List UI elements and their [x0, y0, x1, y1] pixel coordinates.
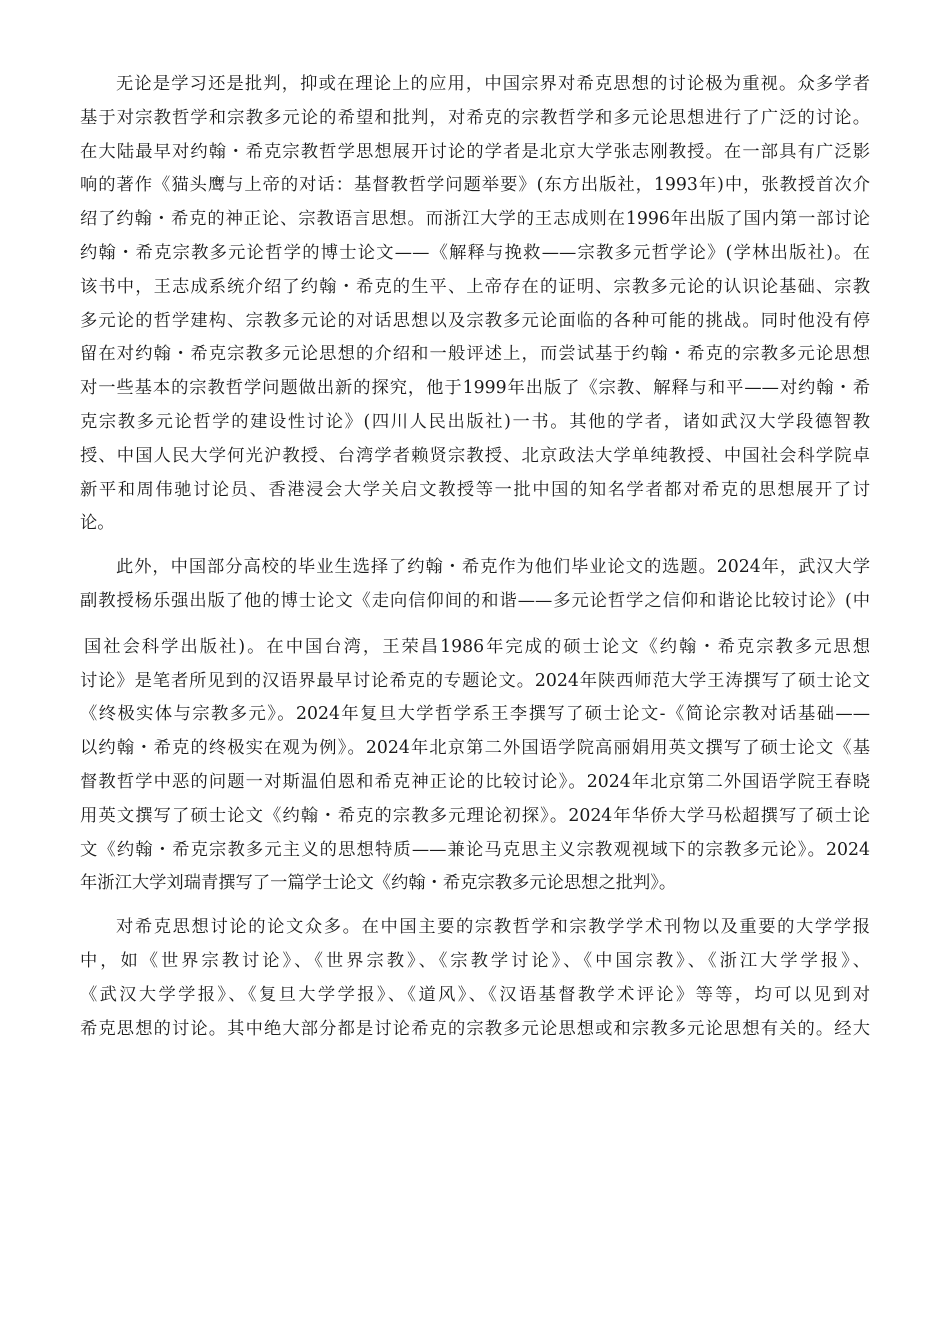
- text-line: 督教哲学中恶的问题一对斯温伯恩和希克神正论的比较讨论》。2024年北京第二外国语学院王春晓: [80, 771, 870, 792]
- text-line: 对一些基本的宗教哲学问题做出新的探究，他于1999年出版了《宗教、解释与和平——对约翰・希: [80, 378, 870, 399]
- paragraph-3: [80, 911, 870, 1046]
- paragraph-1: [80, 68, 870, 541]
- text-line: 无论是学习还是批判，抑或在理论上的应用，中国宗界对希克思想的讨论极为重视。众多学者: [116, 74, 870, 94]
- text-line: 绍了约翰・希克的神正论、宗教语言思想。而浙江大学的王志成则在1996年出版了国内第一部讨论: [80, 209, 870, 230]
- text-line: 年浙江大学刘瑞青撰写了一篇学士论文《约翰・希克宗教多元论思想之批判》。: [80, 873, 677, 894]
- text-line: 用英文撰写了硕士论文《约翰・希克的宗教多元理论初探》。2024年华侨大学马松超撰写了硕士论: [80, 805, 870, 826]
- text-line: 《武汉大学学报》、《复旦大学学报》、《道风》、《汉语基督教学术评论》等等，均可以见到对: [80, 984, 870, 1005]
- text-line: 希克思想的讨论。其中绝大部分都是讨论希克的宗教多元论思想或和宗教多元论思想有关的。经大: [80, 1018, 870, 1039]
- text-line: 新平和周伟驰讨论员、香港浸会大学关启文教授等一批中国的知名学者都对希克的思想展开了讨: [80, 479, 870, 500]
- text-line: 克宗教多元论哲学的建设性讨论》(四川人民出版社)一书。其他的学者，诸如武汉大学段德智教: [80, 411, 870, 432]
- text-line: 多元论的哲学建构、宗教多元论的对话思想以及宗教多元论面临的各种可能的挑战。同时他没有停: [80, 310, 870, 331]
- text-line: 约翰・希克宗教多元论哲学的博士论文——《解释与挽救——宗教多元哲学论》(学林出版社)。在: [80, 242, 870, 263]
- text-line: 副教授杨乐强出版了他的博士论文《走向信仰间的和谐——多元论哲学之信仰和谐论比较讨论》(中: [80, 590, 870, 611]
- text-line: 授、中国人民大学何光沪教授、台湾学者赖贤宗教授、北京政法大学单纯教授、中国社会科学院卓: [80, 445, 870, 466]
- text-line: 国社会科学出版社)。在中国台湾，王荣昌1986年完成的硕士论文《约翰・希克宗教多元思想: [84, 636, 870, 657]
- paragraph-2: [80, 551, 870, 901]
- text-line: 对希克思想讨论的论文众多。在中国主要的宗教哲学和宗教学学术刊物以及重要的大学学报: [116, 917, 870, 938]
- text-line: 中，如《世界宗教讨论》、《世界宗教》、《宗教学讨论》、《中国宗教》、《浙江大学学报》、: [80, 950, 870, 971]
- text-line: 文《约翰・希克宗教多元主义的思想特质——兼论马克思主义宗教观视域下的宗教多元论》。2024: [80, 839, 870, 860]
- text-line: 以约翰・希克的终极实在观为例》。2024年北京第二外国语学院高丽娟用英文撰写了硕士论文《基: [80, 738, 870, 759]
- text-line: 响的著作《猫头鹰与上帝的对话：基督教哲学问题举要》(东方出版社，1993年)中，张教授首次介: [80, 175, 870, 196]
- text-line: 留在对约翰・希克宗教多元论思想的介绍和一般评述上，而尝试基于约翰・希克的宗教多元论思想: [80, 344, 870, 365]
- text-line: 基于对宗教哲学和宗教多元论的希望和批判，对希克的宗教哲学和多元论思想进行了广泛的讨论。: [80, 107, 870, 128]
- text-line: 该书中，王志成系统介绍了约翰・希克的生平、上帝存在的证明、宗教多元论的认识论基础、宗教: [80, 276, 870, 297]
- text-line: 此外，中国部分高校的毕业生选择了约翰・希克作为他们毕业论文的选题。2024年，武汉大学: [116, 557, 870, 578]
- text-line: 论。: [80, 513, 115, 534]
- document-body: [80, 68, 870, 1046]
- text-line: 讨论》是笔者所见到的汉语界最早讨论希克的专题论文。2024年陕西师范大学王涛撰写了硕士论文: [80, 670, 870, 691]
- text-line: 在大陆最早对约翰・希克宗教哲学思想展开讨论的学者是北京大学张志刚教授。在一部具有广泛影: [80, 141, 870, 162]
- text-line: 《终极实体与宗教多元》。2024年复旦大学哲学系王李撰写了硕士论文-《简论宗教对话基础——: [80, 704, 870, 725]
